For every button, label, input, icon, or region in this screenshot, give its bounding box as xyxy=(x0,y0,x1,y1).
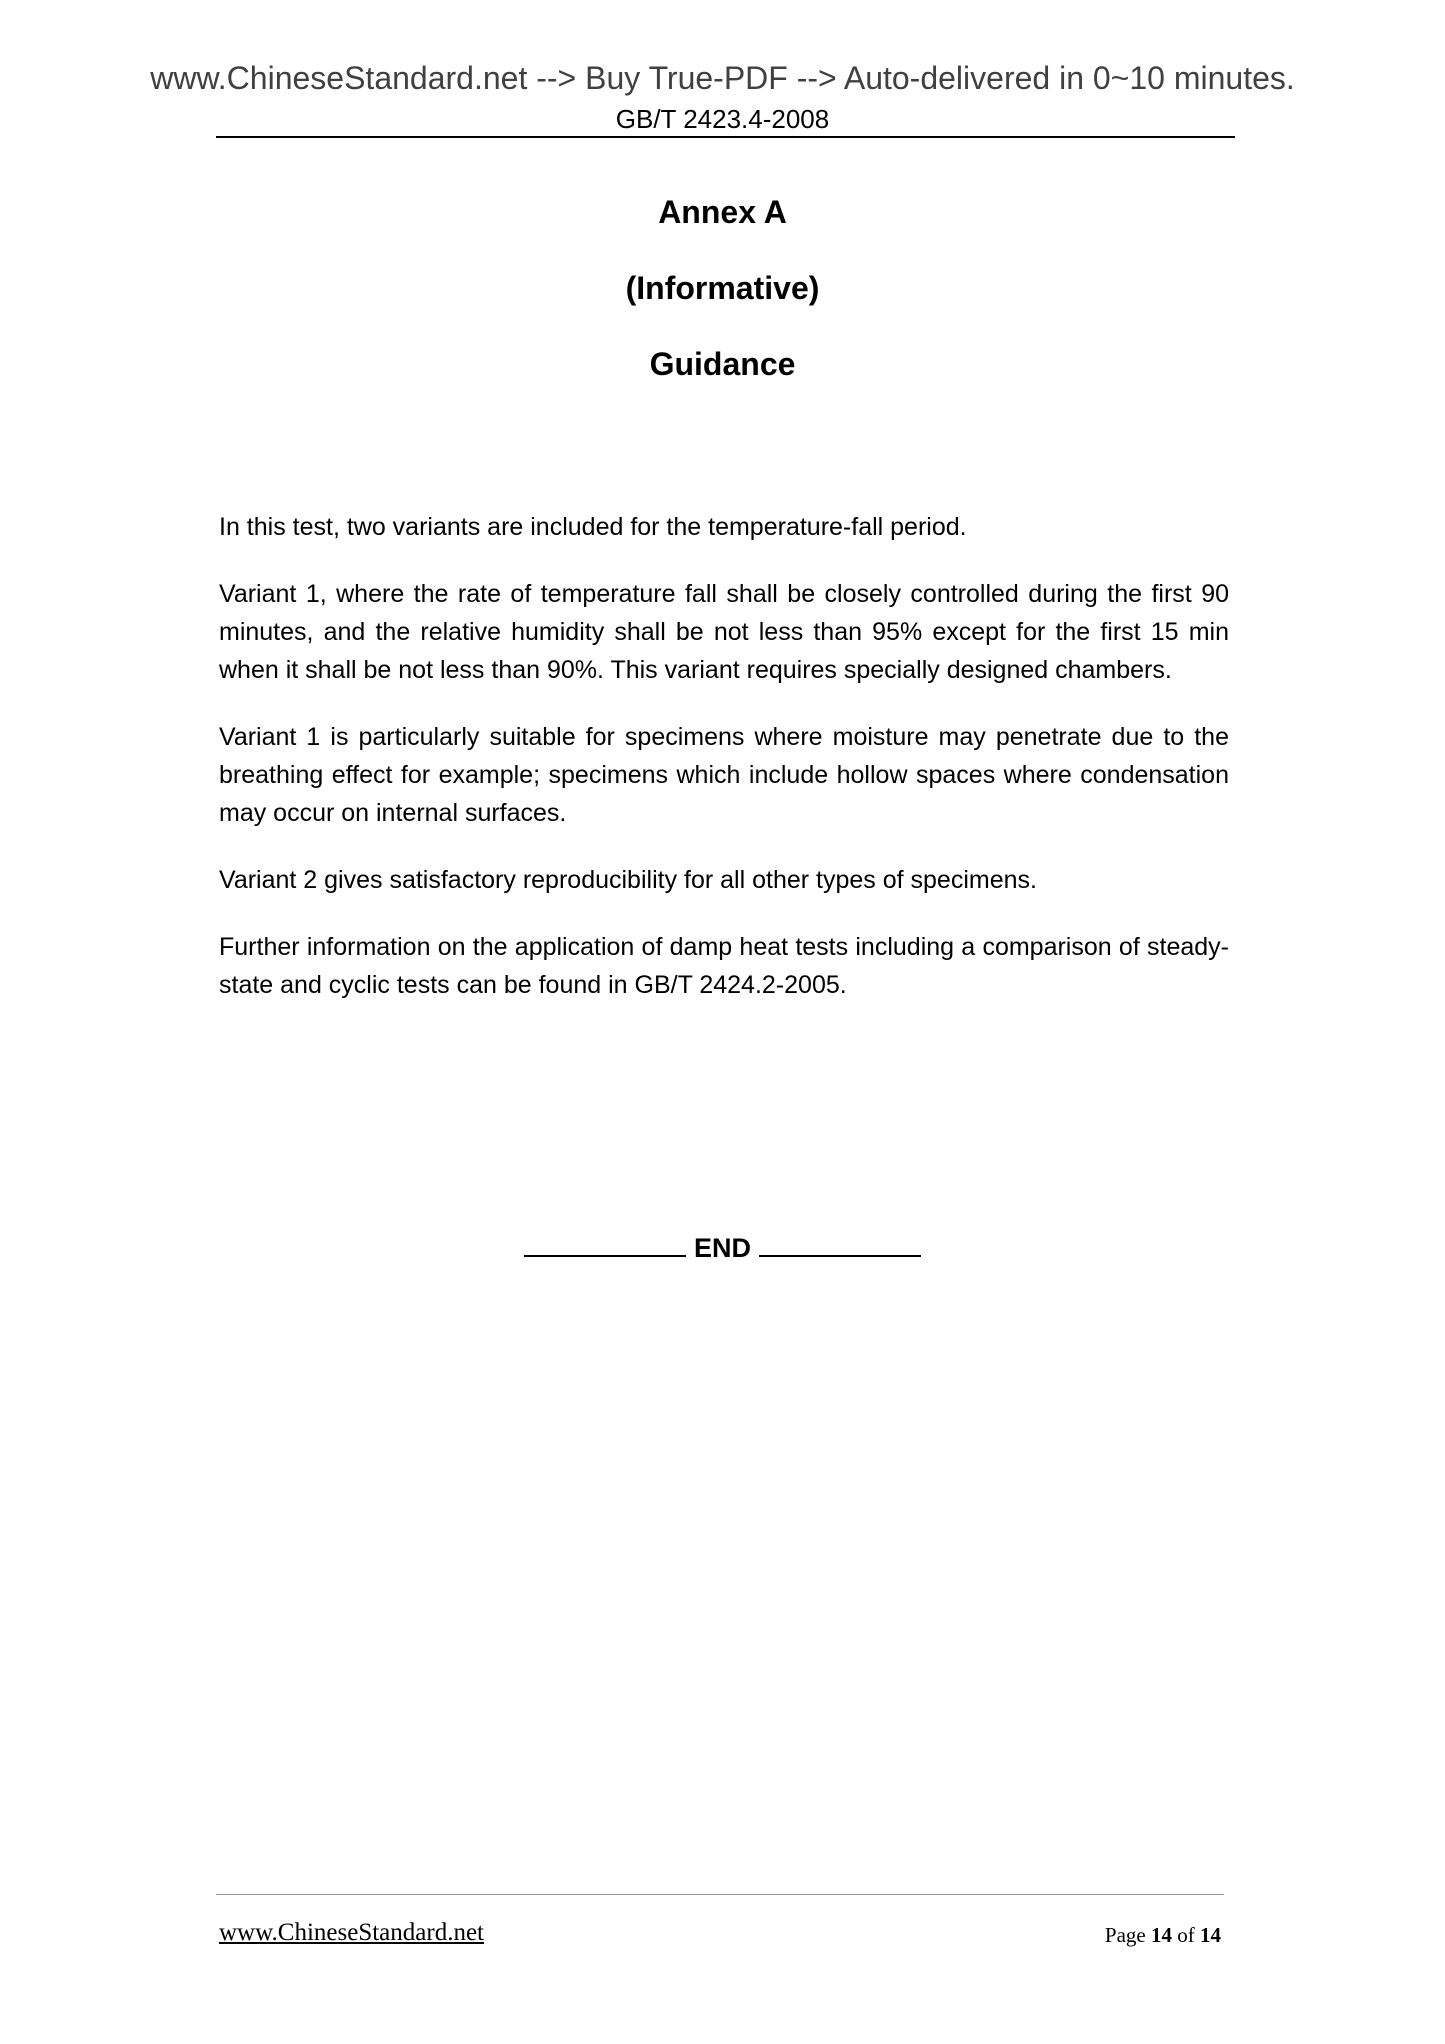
page-label: Page xyxy=(1104,1923,1146,1947)
end-line-right xyxy=(759,1225,921,1257)
footer-site-link[interactable]: www.ChineseStandard.net xyxy=(219,1919,484,1946)
end-marker xyxy=(0,1225,1445,1268)
annex-type: (Informative) xyxy=(625,270,820,306)
header-divider xyxy=(216,136,1235,138)
end-label: END xyxy=(693,1233,751,1263)
paragraph: Variant 1 is particularly suitable for specimens where moisture may penetrate due to the breathing effect for example; specimens which include hollow spaces where condensation may occur on internal surfaces. xyxy=(219,723,1229,827)
annex-title: Annex A xyxy=(658,194,787,230)
page-total: 14 xyxy=(1200,1923,1221,1947)
page-of: of xyxy=(1177,1923,1195,1947)
annex-subject: Guidance xyxy=(649,346,796,382)
top-banner[interactable]: www.ChineseStandard.net --> Buy True-PDF --> Auto-delivered in 0~10 minutes. xyxy=(150,60,1295,96)
end-line-left xyxy=(524,1225,686,1257)
paragraph: Further information on the application of damp heat tests including a comparison of steady-state and cyclic tests can be found in GB/T 2424.2-2005. xyxy=(219,933,1229,999)
footer-divider xyxy=(216,1894,1224,1895)
paragraph: Variant 1, where the rate of temperature fall shall be closely controlled during the first 90 minutes, and the relative humidity shall be not less than 95% except for the first 15 min when it shall be not less than 90%. This variant requires specially designed chambers. xyxy=(219,580,1229,684)
standard-code: GB/T 2423.4-2008 xyxy=(615,104,830,134)
body-text xyxy=(219,508,1229,1033)
page-current: 14 xyxy=(1151,1923,1172,1947)
page-indicator xyxy=(1105,1921,1221,1949)
paragraph: In this test, two variants are included for the temperature-fall period. xyxy=(219,513,967,541)
paragraph: Variant 2 gives satisfactory reproducibility for all other types of specimens. xyxy=(219,866,1037,894)
